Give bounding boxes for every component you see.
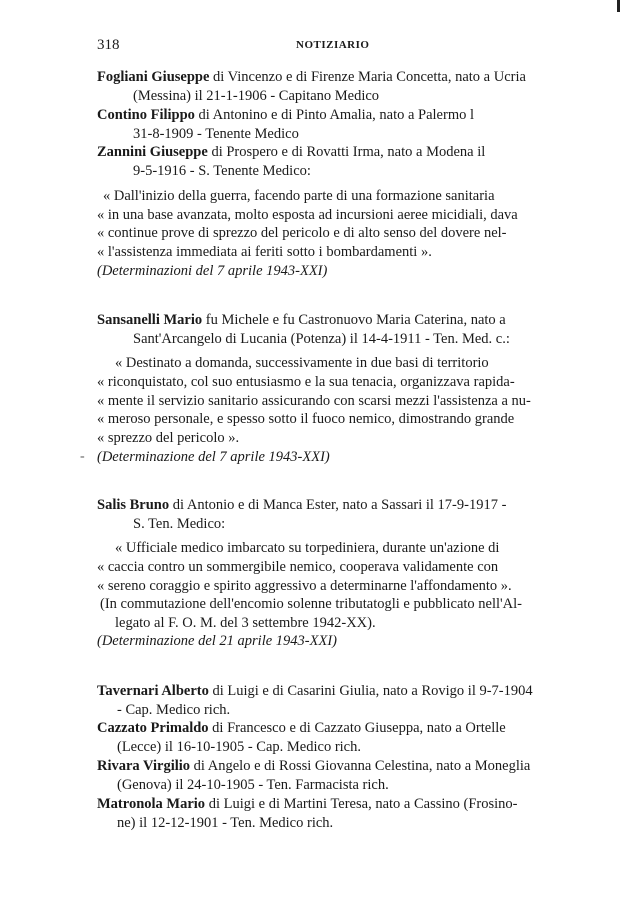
entry-line (97, 143, 485, 161)
determination-note: (Determinazione del 21 aprile 1943-XXI) (97, 633, 338, 649)
entry-details: di Vincenzo e di Firenze Maria Concetta, nato a Ucria (209, 69, 526, 85)
entry-name: Sansanelli Mario (97, 312, 203, 328)
entry-line-cont: (Genova) il 24-10-1905 - Ten. Farmacista rich. (117, 777, 389, 793)
citation-line: « continue prove di sprezzo del pericolo e di alto senso del dovere nel- (97, 225, 507, 241)
citation-line: « riconquistato, col suo entusiasmo e la sua tenacia, organizzava rapida- (97, 374, 515, 390)
margin-mark: - (80, 449, 85, 464)
entry-line (97, 795, 518, 813)
citation-line: « meroso personale, e spesso sotto il fuoco nemico, dimostrando grande (97, 411, 515, 427)
entry-line-cont: S. Ten. Medico: (133, 516, 226, 532)
entry-details: di Antonino e di Pinto Amalia, nato a Palermo l (194, 107, 475, 123)
entry-details: fu Michele e fu Castronuovo Maria Caterina, nato a (202, 312, 506, 328)
page-number: 318 (97, 37, 120, 53)
commutation-line: legato al F. O. M. del 3 settembre 1942-XX). (115, 615, 376, 631)
citation-line: « Destinato a domanda, successivamente in due basi di territorio (115, 355, 489, 371)
citation-line: « sprezzo del pericolo ». (97, 430, 240, 446)
entry-line-cont: 31-8-1909 - Tenente Medico (133, 126, 299, 142)
citation-line: « Dall'inizio della guerra, facendo parte di una formazione sanitaria (103, 188, 495, 204)
entry-line-cont: 9-5-1916 - S. Tenente Medico: (133, 163, 311, 179)
entry-line (97, 757, 530, 775)
entry-line (97, 719, 506, 737)
entry-name: Rivara Virgilio (97, 758, 191, 774)
entry-details: di Antonio e di Manca Ester, nato a Sassari il 17-9-1917 - (169, 497, 507, 513)
entry-details: di Francesco e di Cazzato Giuseppa, nato a Ortelle (208, 720, 506, 736)
entry-line (97, 68, 526, 86)
entry-line-cont: ne) il 12-12-1901 - Ten. Medico rich. (117, 815, 334, 831)
entry-name: Cazzato Primaldo (97, 720, 209, 736)
entry-details: di Luigi e di Martini Teresa, nato a Cassino (Frosino- (205, 796, 518, 812)
entry-name: Salis Bruno (97, 497, 170, 513)
entry-details: di Angelo e di Rossi Giovanna Celestina, nato a Moneglia (190, 758, 531, 774)
entry-line (97, 311, 506, 329)
entry-line-cont: (Lecce) il 16-10-1905 - Cap. Medico rich. (117, 739, 361, 755)
determination-note: (Determinazione del 7 aprile 1943-XXI) (97, 449, 330, 465)
entry-name: Fogliani Giuseppe (97, 69, 210, 85)
entry-details: di Prospero e di Rovatti Irma, nato a Modena il (207, 144, 486, 160)
citation-line: « Ufficiale medico imbarcato su torpediniera, durante un'azione di (115, 540, 500, 556)
entry-details: di Luigi e di Casarini Giulia, nato a Rovigo il 9-7-1904 (208, 683, 533, 699)
commutation-line: (In commutazione dell'encomio solenne tributatogli e pubblicato nell'Al- (100, 596, 522, 612)
determination-note: (Determinazioni del 7 aprile 1943-XXI) (97, 263, 328, 279)
entry-line (97, 496, 506, 514)
entry-line (97, 682, 533, 700)
citation-line: « l'assistenza immediata ai feriti sotto i bombardamenti ». (97, 244, 432, 260)
entry-line-cont: - Cap. Medico rich. (117, 702, 231, 718)
entry-name: Contino Filippo (97, 107, 195, 123)
running-title: NOTIZIARIO (296, 39, 370, 51)
citation-line: « in una base avanzata, molto esposta ad incursioni aeree micidiali, dava (97, 207, 518, 223)
citation-line: « mente il servizio sanitario assicurando con scarsi mezzi l'assistenza a nu- (97, 393, 531, 409)
entry-name: Zannini Giuseppe (97, 144, 208, 160)
citation-line: « caccia contro un sommergibile nemico, cooperava validamente con (97, 559, 499, 575)
entry-name: Matronola Mario (97, 796, 206, 812)
entry-line-cont: (Messina) il 21-1-1906 - Capitano Medico (133, 88, 380, 104)
entry-line (97, 106, 474, 124)
entry-name: Tavernari Alberto (97, 683, 209, 699)
entry-line-cont: Sant'Arcangelo di Lucania (Potenza) il 14-4-1911 - Ten. Med. c.: (133, 331, 510, 347)
page-edge-mark (617, 0, 620, 12)
citation-line: « sereno coraggio e spirito aggressivo a determinarne l'affondamento ». (97, 578, 512, 594)
